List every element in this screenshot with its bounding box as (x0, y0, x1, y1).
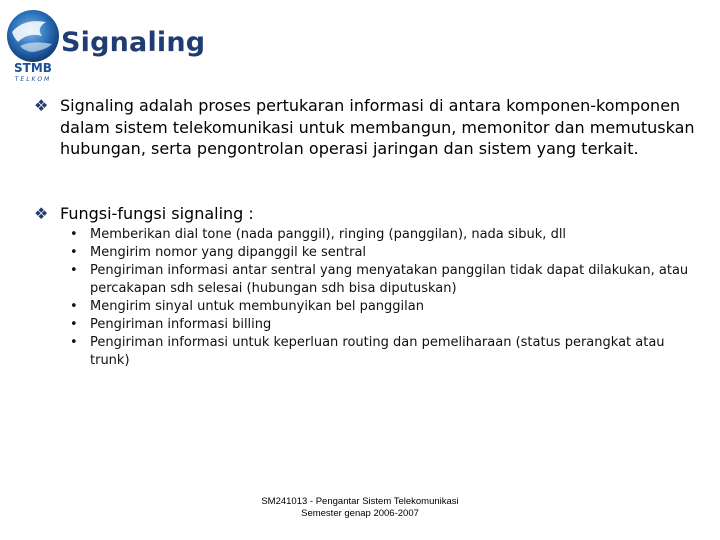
diamond-bullet-icon: ❖ (34, 204, 49, 223)
dot-bullet-icon: • (70, 263, 78, 278)
dot-bullet-icon: • (70, 245, 78, 260)
dot-bullet-icon: • (70, 317, 78, 332)
dot-bullet-icon: • (70, 299, 78, 314)
dot-bullet-icon: • (70, 227, 78, 242)
logo-graphic (2, 6, 66, 82)
dot-bullet-icon: • (70, 335, 78, 350)
footer-semester: Semester genap 2006-2007 (301, 508, 419, 519)
list-item (70, 262, 690, 298)
list-item (70, 298, 690, 316)
logo-subtext: TELKOM (14, 76, 52, 82)
logo-text: STMB (14, 61, 52, 75)
list-item-text: Mengirim nomor yang dipanggil ke sentral (90, 245, 367, 260)
list-item-text: Pengiriman informasi untuk keperluan routing dan pemeliharaan (status perangkat atau trunk) (90, 335, 665, 368)
functions-heading: Fungsi-fungsi signaling : (60, 204, 254, 223)
list-item (70, 316, 690, 334)
functions-list (70, 226, 690, 370)
list-item-text: Pengiriman informasi billing (90, 317, 272, 332)
list-item (70, 244, 690, 262)
list-item-text: Mengirim sinyal untuk membunyikan bel panggilan (90, 299, 424, 314)
list-item-text: Pengiriman informasi antar sentral yang menyatakan panggilan tidak dapat dilakukan, atau percakapan sdh selesai (hubungan sdh bisa diputuskan) (90, 263, 689, 296)
list-item-text: Memberikan dial tone (nada panggil), ringing (panggilan), nada sibuk, dll (90, 227, 567, 242)
diamond-bullet-icon: ❖ (34, 96, 49, 115)
definition-paragraph: Signaling adalah proses pertukaran informasi di antara komponen-komponen dalam sistem telekomunikasi untuk membangun, memonitor dan memutuskan hubungan, serta pengontrolan operasi jaringan dan sistem yang terkait. (60, 96, 695, 158)
stmb-telkom-logo (2, 6, 66, 82)
footer-course: SM241013 - Pengantar Sistem Telekomunikasi (261, 496, 459, 507)
list-item (70, 226, 690, 244)
list-item (70, 334, 690, 370)
slide-title: Signaling (61, 27, 206, 58)
slide-footer (200, 496, 520, 520)
